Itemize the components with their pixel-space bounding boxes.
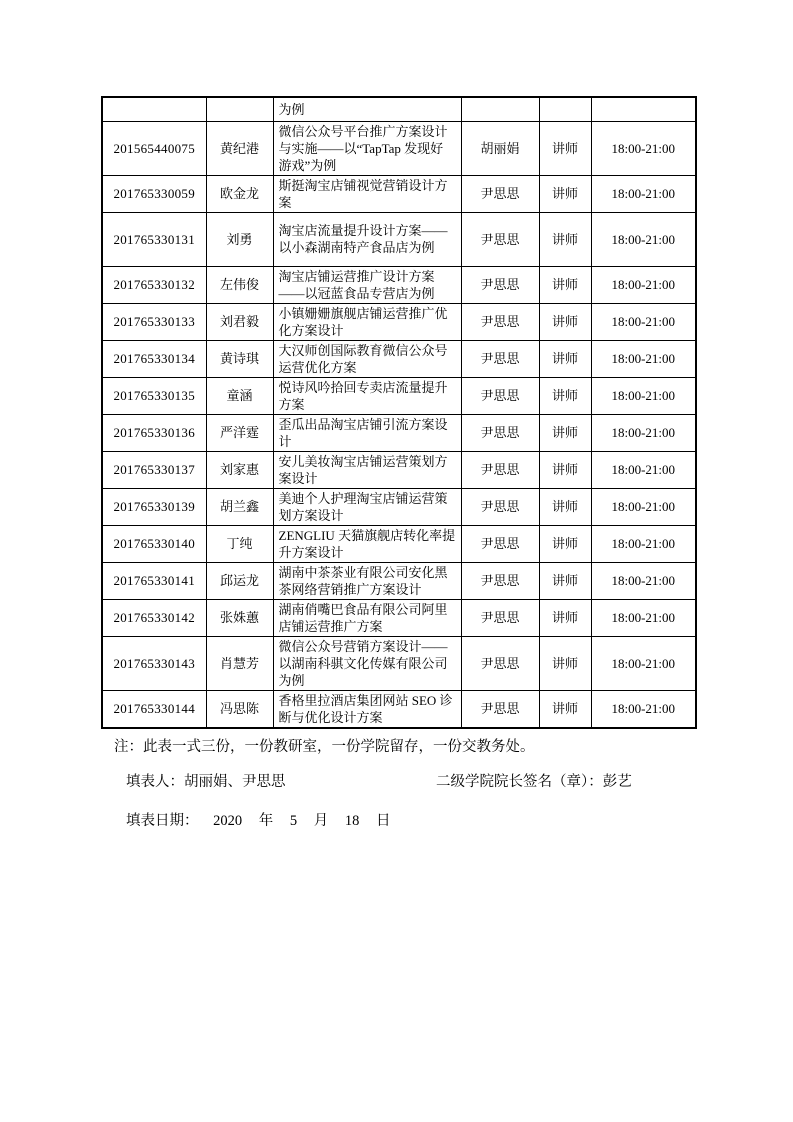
table-row xyxy=(102,377,696,414)
cell-time: 18:00-21:00 xyxy=(591,599,696,636)
cell-title: 讲师 xyxy=(539,488,591,525)
cell-advisor: 尹思思 xyxy=(461,451,539,488)
cell-time: 18:00-21:00 xyxy=(591,377,696,414)
cell-name: 黄诗琪 xyxy=(206,340,273,377)
cell-time: 18:00-21:00 xyxy=(591,414,696,451)
cell-project: ZENGLIU 天猫旗舰店转化率提升方案设计 xyxy=(273,525,461,562)
cell-time: 18:00-21:00 xyxy=(591,562,696,599)
cell-title: 讲师 xyxy=(539,525,591,562)
cell-title: 讲师 xyxy=(539,266,591,303)
table-row xyxy=(102,562,696,599)
cell-name: 左伟俊 xyxy=(206,266,273,303)
cell-time: 18:00-21:00 xyxy=(591,690,696,728)
cell-name: 胡兰鑫 xyxy=(206,488,273,525)
cell-advisor: 尹思思 xyxy=(461,212,539,266)
cell-id: 201565440075 xyxy=(102,121,206,175)
note-line: 注：此表一式三份，一份教研室，一份学院留存，一份交教务处。 xyxy=(114,739,535,755)
cell-title: 讲师 xyxy=(539,599,591,636)
cell-advisor: 尹思思 xyxy=(461,340,539,377)
cell-name xyxy=(206,97,273,121)
cell-advisor: 尹思思 xyxy=(461,690,539,728)
table-row xyxy=(102,599,696,636)
cell-id: 201765330131 xyxy=(102,212,206,266)
cell-time: 18:00-21:00 xyxy=(591,266,696,303)
date-day: 18 xyxy=(344,813,360,829)
table-row xyxy=(102,266,696,303)
cell-project: 淘宝店铺运营推广设计方案——以冠蓝食品专营店为例 xyxy=(273,266,461,303)
cell-id xyxy=(102,97,206,121)
cell-advisor: 尹思思 xyxy=(461,525,539,562)
cell-id: 201765330133 xyxy=(102,303,206,340)
table-row xyxy=(102,121,696,175)
cell-advisor: 尹思思 xyxy=(461,562,539,599)
cell-name: 邱运龙 xyxy=(206,562,273,599)
cell-id: 201765330139 xyxy=(102,488,206,525)
cell-advisor: 尹思思 xyxy=(461,599,539,636)
cell-time: 18:00-21:00 xyxy=(591,303,696,340)
cell-title: 讲师 xyxy=(539,377,591,414)
cell-project: 淘宝店流量提升设计方案——以小森湖南特产食品店为例 xyxy=(273,212,461,266)
cell-project: 微信公众号平台推广方案设计与实施——以“TapTap 发现好游戏”为例 xyxy=(273,121,461,175)
cell-title: 讲师 xyxy=(539,562,591,599)
cell-project: 悦诗风吟拾回专卖店流量提升方案 xyxy=(273,377,461,414)
table-row xyxy=(102,212,696,266)
cell-advisor xyxy=(461,97,539,121)
cell-id: 201765330134 xyxy=(102,340,206,377)
cell-id: 201765330132 xyxy=(102,266,206,303)
date-label: 填表日期： xyxy=(126,813,199,829)
cell-project: 微信公众号营销方案设计——以湖南科骐文化传媒有限公司为例 xyxy=(273,636,461,690)
cell-project: 湖南中茶茶业有限公司安化黑茶网络营销推广方案设计 xyxy=(273,562,461,599)
cell-time: 18:00-21:00 xyxy=(591,121,696,175)
cell-project: 美迪个人护理淘宝店铺运营策划方案设计 xyxy=(273,488,461,525)
cell-name: 丁纯 xyxy=(206,525,273,562)
cell-time: 18:00-21:00 xyxy=(591,340,696,377)
cell-project: 为例 xyxy=(273,97,461,121)
cell-id: 201765330059 xyxy=(102,175,206,212)
table-row xyxy=(102,488,696,525)
dean-signature-line: 二级学院院长签名（章）：彭艺 xyxy=(436,774,632,790)
cell-advisor: 尹思思 xyxy=(461,636,539,690)
cell-time: 18:00-21:00 xyxy=(591,451,696,488)
cell-advisor: 尹思思 xyxy=(461,303,539,340)
cell-project: 歪瓜出品淘宝店铺引流方案设计 xyxy=(273,414,461,451)
cell-advisor: 尹思思 xyxy=(461,266,539,303)
fill-date-line xyxy=(126,809,391,830)
cell-time: 18:00-21:00 xyxy=(591,488,696,525)
cell-advisor: 尹思思 xyxy=(461,377,539,414)
cell-time: 18:00-21:00 xyxy=(591,636,696,690)
defense-schedule-table xyxy=(101,96,697,729)
cell-name: 冯思陈 xyxy=(206,690,273,728)
table-row xyxy=(102,525,696,562)
assignment-table-body xyxy=(102,97,696,728)
date-month: 5 xyxy=(289,813,298,829)
cell-id: 201765330135 xyxy=(102,377,206,414)
cell-project: 安儿美妆淘宝店铺运营策划方案设计 xyxy=(273,451,461,488)
cell-project: 香格里拉酒店集团网站 SEO 诊断与优化设计方案 xyxy=(273,690,461,728)
cell-name: 刘勇 xyxy=(206,212,273,266)
cell-project: 湖南俏嘴巴食品有限公司阿里店铺运营推广方案 xyxy=(273,599,461,636)
cell-id: 201765330136 xyxy=(102,414,206,451)
cell-id: 201765330143 xyxy=(102,636,206,690)
cell-id: 201765330140 xyxy=(102,525,206,562)
table-row xyxy=(102,414,696,451)
table-row xyxy=(102,303,696,340)
cell-advisor: 尹思思 xyxy=(461,414,539,451)
table-row xyxy=(102,690,696,728)
cell-title: 讲师 xyxy=(539,451,591,488)
cell-id: 201765330137 xyxy=(102,451,206,488)
date-year: 2020 xyxy=(213,813,243,829)
cell-project: 斯挺淘宝店铺视觉营销设计方案 xyxy=(273,175,461,212)
cell-title: 讲师 xyxy=(539,212,591,266)
carryover-row xyxy=(102,97,696,121)
cell-id: 201765330142 xyxy=(102,599,206,636)
cell-name: 肖慧芳 xyxy=(206,636,273,690)
cell-name: 张姝蕙 xyxy=(206,599,273,636)
table-row xyxy=(102,175,696,212)
cell-project: 大汉师创国际教育微信公众号运营优化方案 xyxy=(273,340,461,377)
cell-name: 欧金龙 xyxy=(206,175,273,212)
cell-name: 刘家惠 xyxy=(206,451,273,488)
cell-title: 讲师 xyxy=(539,340,591,377)
cell-time: 18:00-21:00 xyxy=(591,212,696,266)
date-month-unit: 月 xyxy=(313,813,329,829)
date-day-unit: 日 xyxy=(376,813,391,829)
cell-title: 讲师 xyxy=(539,636,591,690)
cell-time: 18:00-21:00 xyxy=(591,175,696,212)
cell-advisor: 胡丽娟 xyxy=(461,121,539,175)
cell-name: 童涵 xyxy=(206,377,273,414)
cell-title: 讲师 xyxy=(539,121,591,175)
cell-time xyxy=(591,97,696,121)
cell-title: 讲师 xyxy=(539,175,591,212)
table-row xyxy=(102,636,696,690)
cell-advisor: 尹思思 xyxy=(461,175,539,212)
cell-advisor: 尹思思 xyxy=(461,488,539,525)
cell-name: 严洋霆 xyxy=(206,414,273,451)
cell-id: 201765330141 xyxy=(102,562,206,599)
preparer-line: 填表人：胡丽娟、尹思思 xyxy=(126,774,286,790)
cell-title: 讲师 xyxy=(539,690,591,728)
table-row xyxy=(102,451,696,488)
cell-name: 刘君毅 xyxy=(206,303,273,340)
cell-title xyxy=(539,97,591,121)
cell-project: 小镇姗姗旗舰店铺运营推广优化方案设计 xyxy=(273,303,461,340)
cell-title: 讲师 xyxy=(539,303,591,340)
cell-name: 黄纪港 xyxy=(206,121,273,175)
date-year-unit: 年 xyxy=(258,813,274,829)
table-row xyxy=(102,340,696,377)
cell-time: 18:00-21:00 xyxy=(591,525,696,562)
cell-id: 201765330144 xyxy=(102,690,206,728)
cell-title: 讲师 xyxy=(539,414,591,451)
